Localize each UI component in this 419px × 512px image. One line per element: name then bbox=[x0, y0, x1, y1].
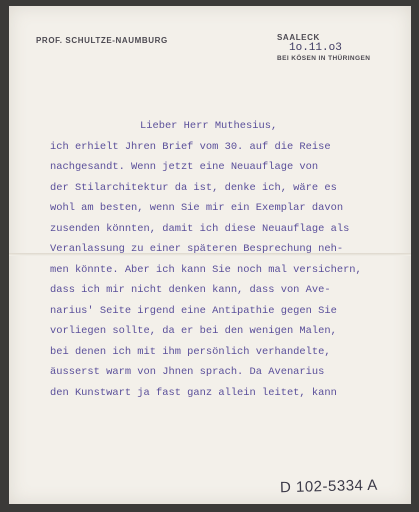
letter-line: nachgesandt. Wenn jetzt eine Neuauflage von bbox=[50, 161, 319, 173]
letter-line: narius' Seite irgend eine Antipathie gegen Sie bbox=[50, 304, 337, 317]
letter-body bbox=[50, 116, 390, 403]
letter-line: den Kunstwart ja fast ganz allein leitet, kann bbox=[50, 386, 337, 399]
letter-line: vorliegen sollte, da er bei den wenigen Malen, bbox=[50, 325, 337, 337]
letterhead-place-block bbox=[277, 33, 387, 62]
letter-date: 1o.11.o3 bbox=[289, 42, 342, 54]
letterhead-place-line bbox=[277, 33, 387, 54]
letter-line: men könnte. Aber ich kann Sie noch mal versichern, bbox=[50, 263, 362, 276]
letter-line: Veranlassung zu einer späteren Besprechung neh- bbox=[50, 243, 344, 255]
letter-line: ich erhielt Jhren Brief vom 30. auf die Reise bbox=[50, 140, 331, 153]
letterhead-location: BEI KÖSEN IN THÜRINGEN bbox=[277, 55, 371, 62]
letterhead-place: SAALECK bbox=[277, 33, 320, 42]
letter-line: bei denen ich mit ihm persönlich verhandelte, bbox=[50, 345, 331, 358]
letter-line: dass ich mir nicht denken kann, dass von Ave- bbox=[50, 284, 331, 296]
letter-line: wohl am besten, wenn Sie mir ein Exemplar davon bbox=[50, 202, 344, 214]
archive-signature-mark: D 102-5334 A bbox=[279, 476, 378, 497]
letter-line: zusenden könnten, damit ich diese Neuauflage als bbox=[50, 222, 350, 235]
letter-line: der Stilarchitektur da ist, denke ich, wäre es bbox=[50, 181, 337, 194]
letterhead-sender: PROF. SCHULTZE-NAUMBURG bbox=[36, 36, 168, 45]
letter-line: äusserst warm von Jhnen sprach. Da Avenarius bbox=[50, 366, 325, 378]
salutation: Lieber Herr Muthesius, bbox=[140, 120, 278, 132]
